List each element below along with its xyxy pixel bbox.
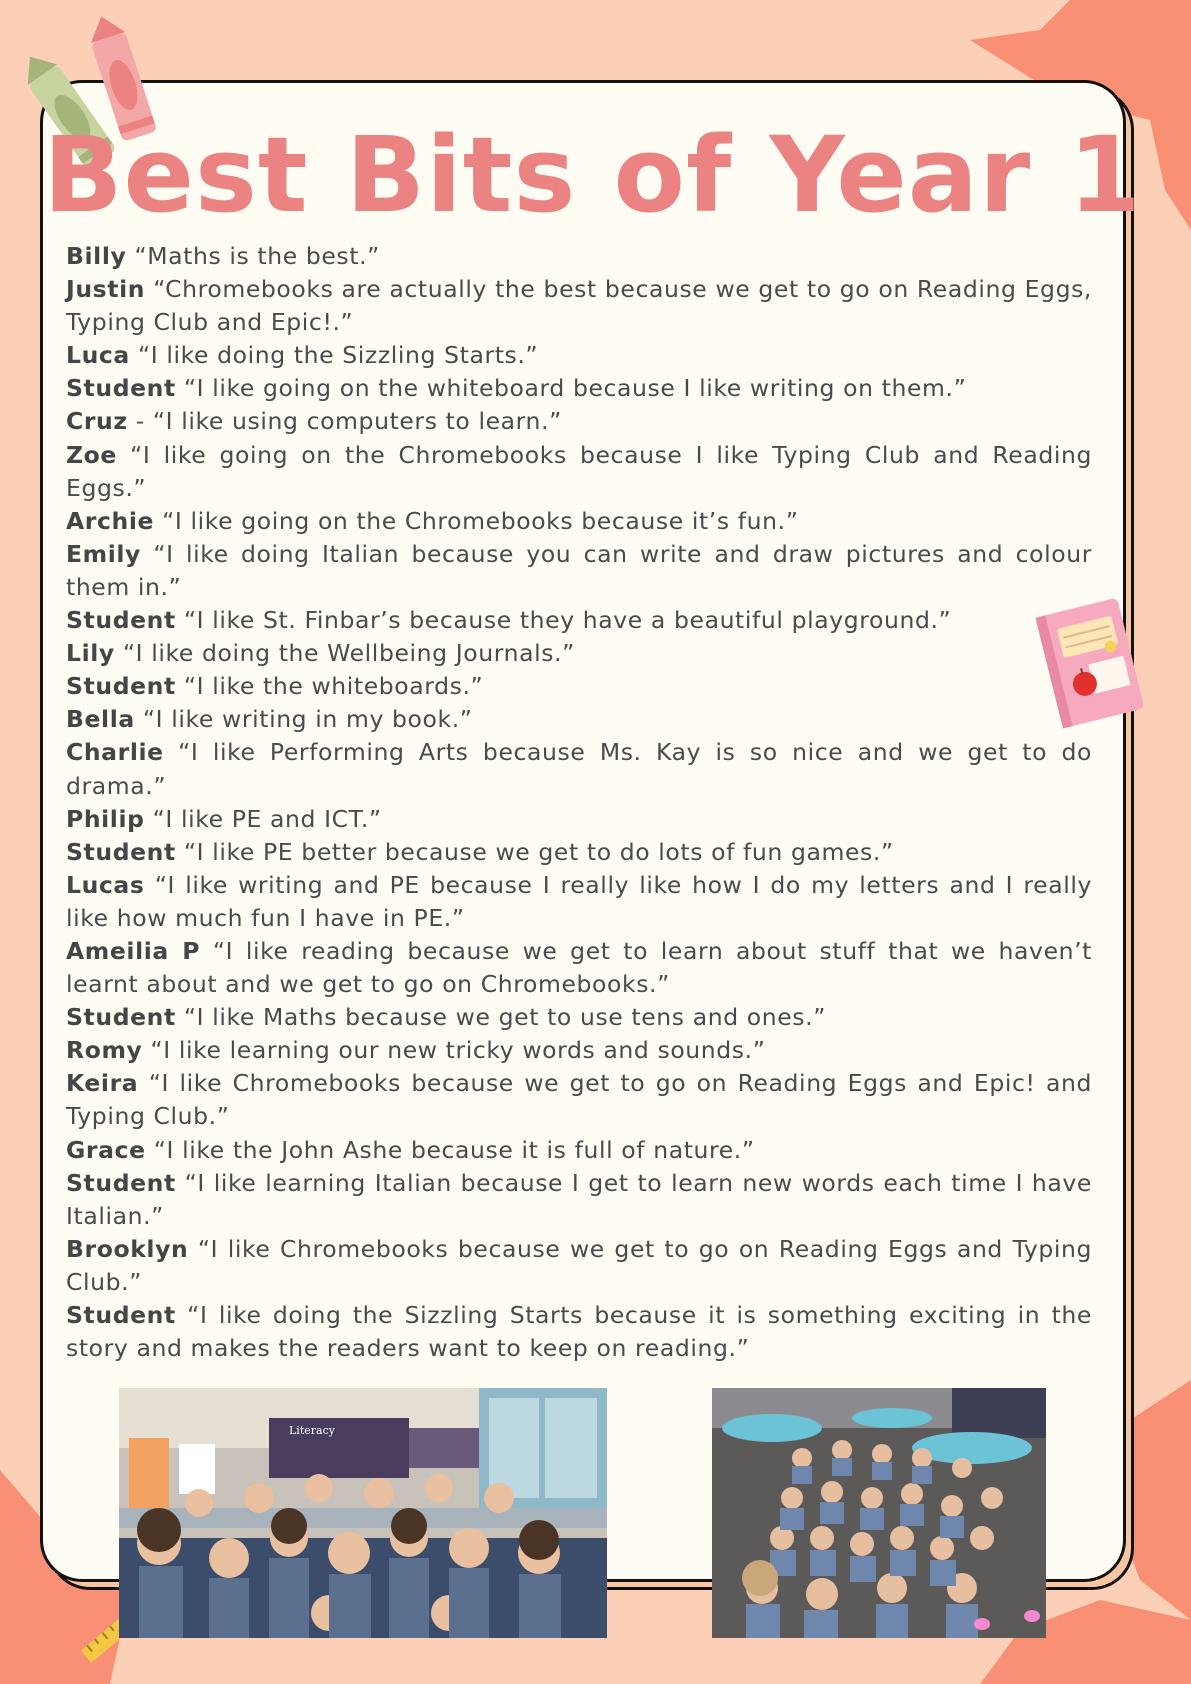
classroom-students-heart-hands-photo xyxy=(119,1388,607,1638)
quote-text: “I like PE better because we get to do lots of fun games.” xyxy=(183,837,894,866)
student-name: Student xyxy=(66,1168,176,1197)
quote-item xyxy=(66,604,1092,637)
student-name: Lily xyxy=(66,639,115,668)
quote-text: “I like doing the Sizzling Starts.” xyxy=(137,341,539,370)
quote-item xyxy=(66,339,1092,372)
quote-item xyxy=(66,405,1092,438)
quote-text: “I like Chromebooks because we get to go on Reading Eggs and Epic! and Typing Club.” xyxy=(66,1069,1093,1131)
student-name: Bella xyxy=(66,705,135,734)
student-name: Ameilia P xyxy=(66,936,201,965)
quote-text: “I like Maths because we get to use tens and ones.” xyxy=(183,1003,826,1032)
student-name: Brooklyn xyxy=(66,1234,189,1263)
student-name: Grace xyxy=(66,1135,146,1164)
quote-text: “I like going on the Chromebooks because it’s fun.” xyxy=(162,506,799,535)
quote-item xyxy=(66,1167,1092,1233)
quote-text: “I like learning Italian because I get to learn new words each time I have Italian.” xyxy=(66,1168,1092,1230)
quote-text: “I like Performing Arts because Ms. Kay is so nice and we get to do drama.” xyxy=(66,738,1092,800)
quote-text: “I like doing Italian because you can write and draw pictures and colour them in.” xyxy=(66,539,1092,601)
quote-text: “I like writing in my book.” xyxy=(142,705,473,734)
student-name: Lucas xyxy=(66,870,145,899)
quote-text: “I like learning our new tricky words and sounds.” xyxy=(150,1036,766,1065)
classroom-sign: Literacy xyxy=(289,1424,335,1437)
quote-item xyxy=(66,505,1092,538)
quote-text: “Maths is the best.” xyxy=(134,242,380,270)
quote-text: “I like Chromebooks because we get to go on Reading Eggs and Typing Club.” xyxy=(66,1234,1092,1296)
student-name: Justin xyxy=(66,275,146,304)
quote-text: “I like the John Ashe because it is full of nature.” xyxy=(153,1135,755,1164)
student-name: Luca xyxy=(66,341,130,370)
students-sitting-on-floor-photo xyxy=(712,1388,1046,1638)
page-title: Best Bits of Year 1 xyxy=(43,114,1142,236)
student-name: Student xyxy=(66,606,176,635)
quote-text: “I like reading because we get to learn about stuff that we haven’t learnt about and we get to go on Chromebooks.” xyxy=(66,936,1093,999)
quote-text: “I like writing and PE because I really like how I do my letters and I really like how much fun I have in PE.” xyxy=(66,870,1092,932)
quote-item xyxy=(66,1233,1092,1299)
quote-item xyxy=(66,1001,1092,1034)
quote-text: “I like doing the Sizzling Starts because it is something exciting in the story and makes the readers want to keep on reading.” xyxy=(66,1301,1092,1363)
quote-item xyxy=(66,372,1092,405)
quote-item xyxy=(66,869,1092,935)
student-name: Cruz xyxy=(66,407,128,436)
quote-text: “I like St. Finbar’s because they have a beautiful playground.” xyxy=(183,606,952,635)
quote-item xyxy=(66,803,1092,836)
student-name: Emily xyxy=(66,539,141,568)
student-name: Student xyxy=(66,672,176,701)
quote-text: “I like doing the Wellbeing Journals.” xyxy=(122,639,575,668)
quote-item xyxy=(66,1067,1092,1133)
quote-item xyxy=(66,703,1092,736)
quote-text: “Chromebooks are actually the best because we get to go on Reading Eggs, Typing Club and Epic!.” xyxy=(66,275,1092,337)
quote-item xyxy=(66,1034,1092,1067)
quotes-list xyxy=(66,240,1092,1365)
student-name: Zoe xyxy=(66,440,117,469)
quote-text: “I like PE and ICT.” xyxy=(152,804,382,833)
quote-item xyxy=(66,538,1092,604)
student-name: Charlie xyxy=(66,738,164,767)
student-name: Student xyxy=(66,1003,176,1032)
student-name: Billy xyxy=(66,242,127,270)
quote-item xyxy=(66,670,1092,703)
student-name: Student xyxy=(66,1301,176,1329)
quote-text: “I like going on the Chromebooks because I like Typing Club and Reading Eggs.” xyxy=(66,440,1092,502)
student-name: Archie xyxy=(66,506,155,535)
quote-text: “I like going on the whiteboard because I like writing on them.” xyxy=(183,374,967,403)
quote-item xyxy=(66,836,1092,869)
quote-item xyxy=(66,637,1092,670)
student-name: Romy xyxy=(66,1036,143,1065)
student-name: Student xyxy=(66,374,176,403)
student-name: Philip xyxy=(66,804,145,833)
quote-item xyxy=(66,1299,1092,1365)
quote-item xyxy=(66,439,1092,505)
quote-item xyxy=(66,273,1092,339)
quote-item xyxy=(66,1134,1092,1167)
quote-text: - “I like using computers to learn.” xyxy=(135,407,562,436)
quote-item xyxy=(66,935,1092,1001)
quote-item xyxy=(66,240,1092,273)
student-name: Keira xyxy=(66,1069,139,1098)
notebook-icon xyxy=(1030,596,1150,730)
quote-text: “I like the whiteboards.” xyxy=(183,672,484,701)
student-name: Student xyxy=(66,837,176,866)
quote-item xyxy=(66,736,1092,802)
